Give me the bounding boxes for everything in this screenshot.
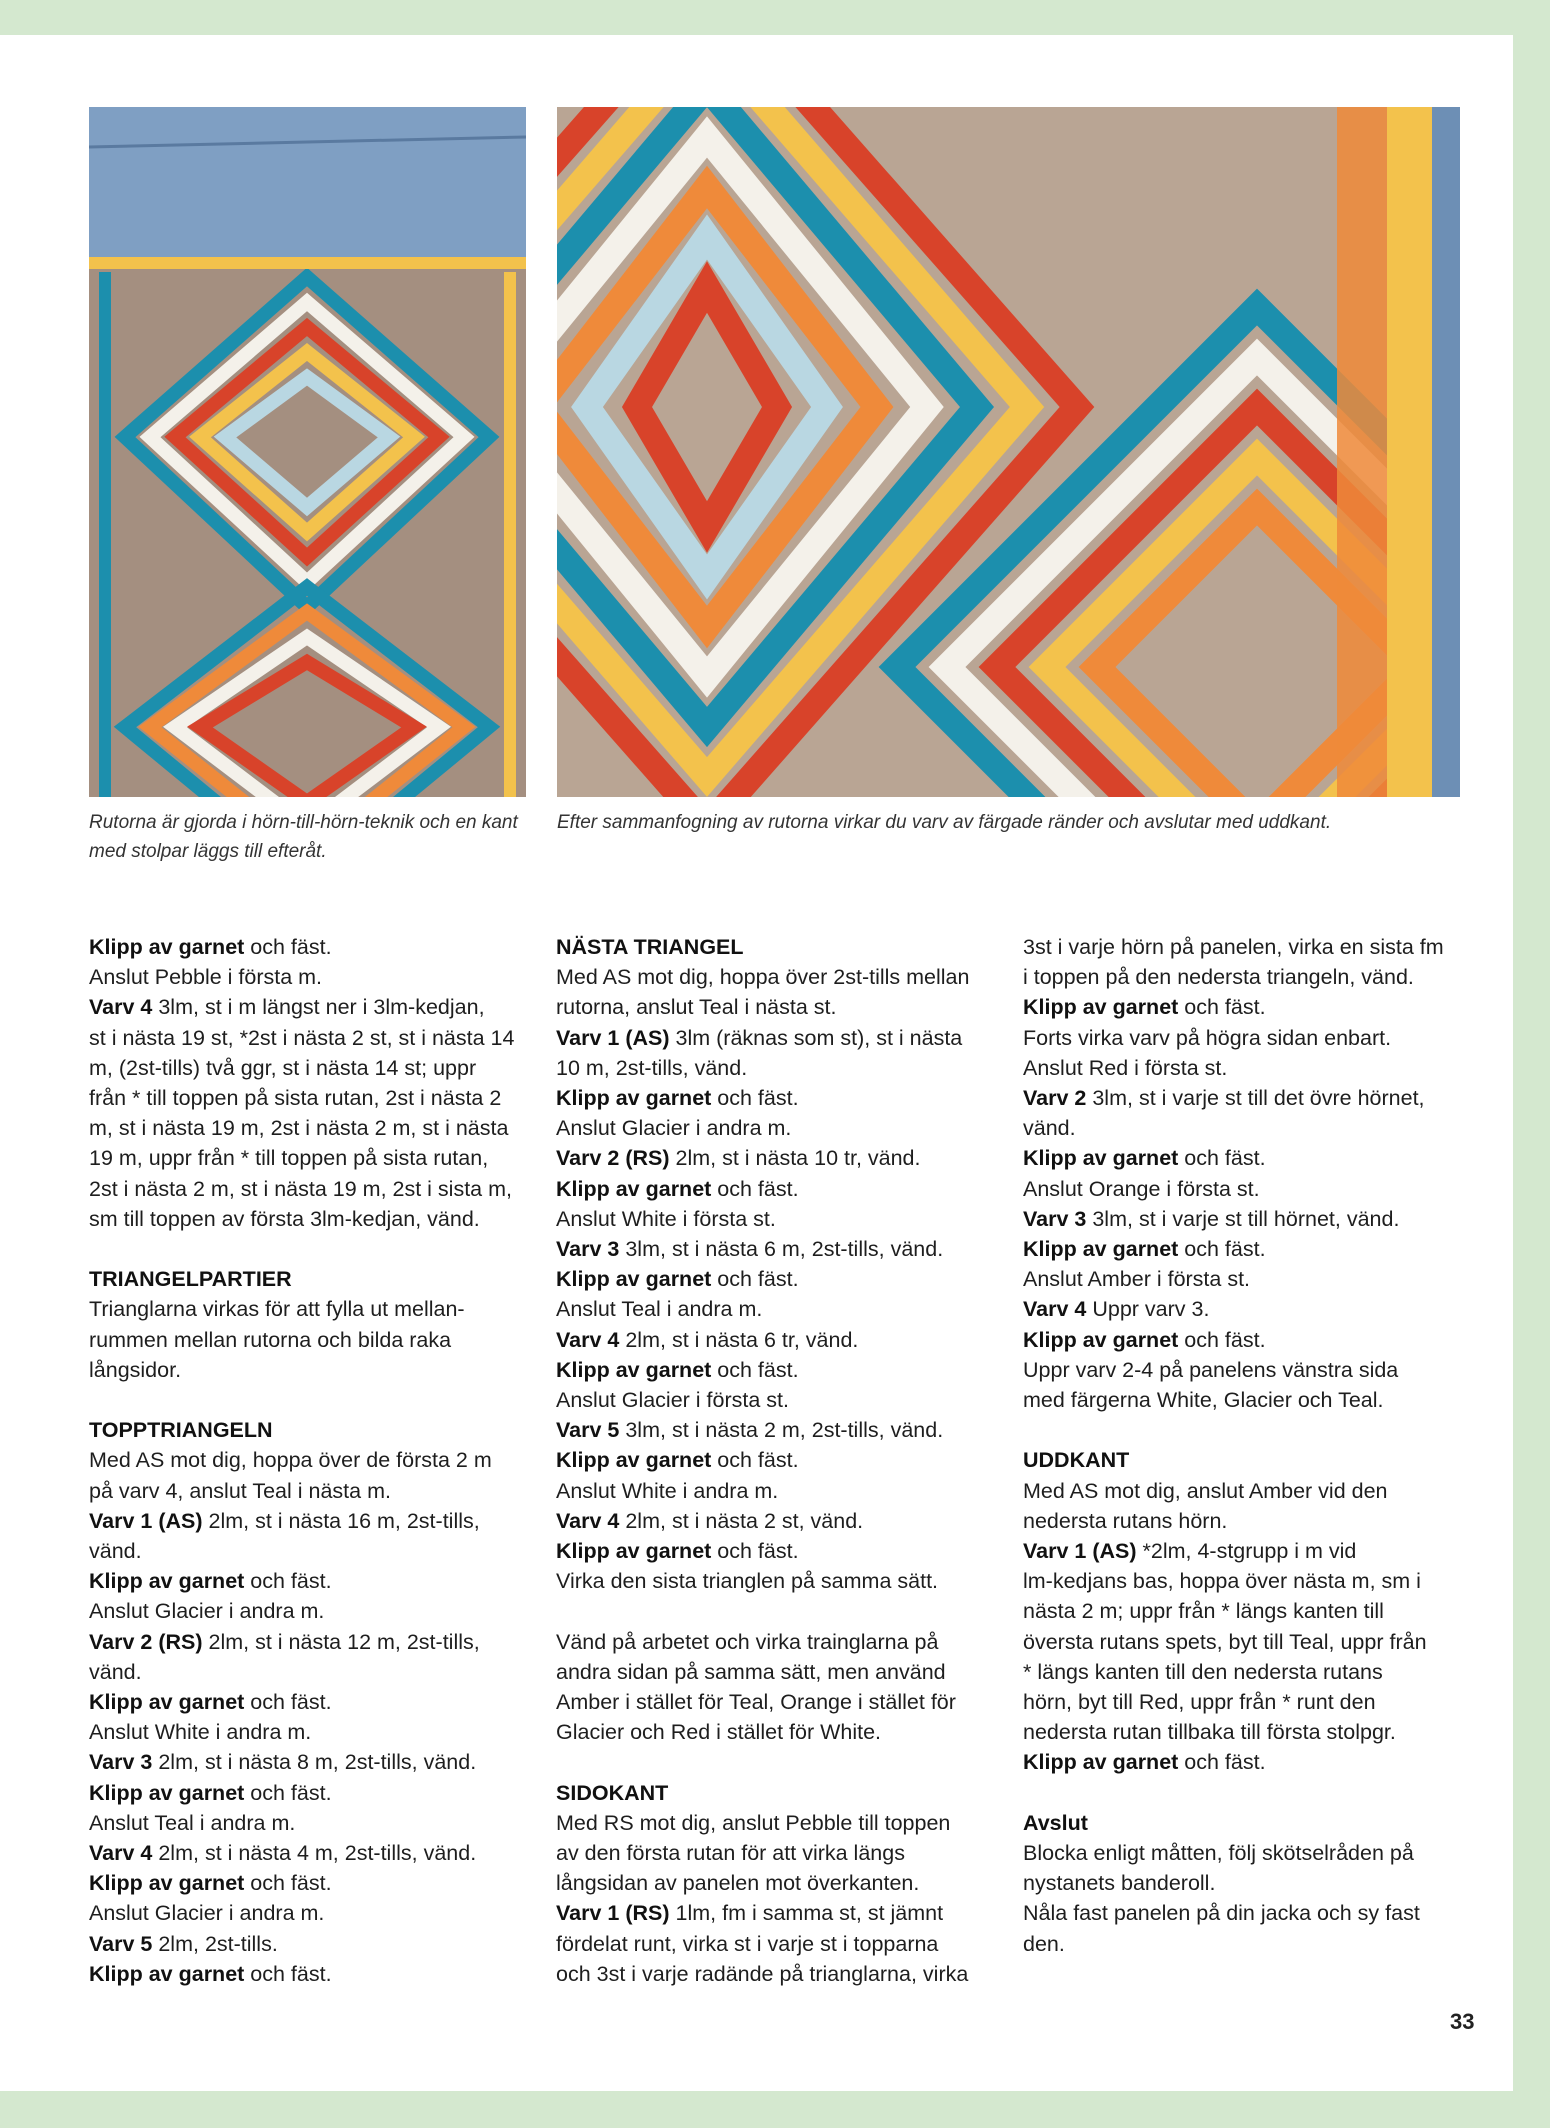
text-run: 2lm, st i nästa 8 m, 2st-tills, vänd. xyxy=(152,1750,477,1775)
text-run: lm-kedjans bas, hoppa över nästa m, sm i xyxy=(1023,1569,1421,1594)
text-line xyxy=(1023,1838,1463,1868)
text-run: Virka den sista trianglen på samma sätt. xyxy=(556,1569,939,1594)
text-line xyxy=(1023,1113,1463,1143)
bold-run: Varv 5 xyxy=(556,1418,620,1443)
text-line xyxy=(1023,1898,1463,1928)
text-line xyxy=(1023,1294,1463,1324)
text-run: Anslut Glacier i första st. xyxy=(556,1388,789,1413)
bold-run: Varv 4 xyxy=(556,1327,620,1352)
text-run: 2lm, st i nästa 12 m, 2st-tills, xyxy=(202,1629,480,1654)
text-line xyxy=(1023,1234,1463,1264)
text-line xyxy=(89,992,529,1022)
bold-run: Klipp av garnet xyxy=(556,1357,712,1382)
text-run: och fäst. xyxy=(1178,1327,1266,1352)
text-run: rutorna, anslut Teal i nästa st. xyxy=(556,995,837,1020)
text-run: från * till toppen på sista rutan, 2st i nästa 2 xyxy=(89,1086,502,1111)
text-line xyxy=(1023,1204,1463,1234)
text-line xyxy=(556,1415,996,1445)
text-line xyxy=(89,1445,529,1475)
text-run: och fäst. xyxy=(244,1961,332,1986)
text-run: och fäst. xyxy=(244,935,332,959)
text-line xyxy=(1023,1264,1463,1294)
text-run: Anslut White i första st. xyxy=(556,1206,776,1231)
text-run: och fäst. xyxy=(711,1448,799,1473)
text-line xyxy=(1023,1747,1463,1777)
text-run: och fäst. xyxy=(711,1086,799,1111)
text-run: 10 m, 2st-tills, vänd. xyxy=(556,1055,748,1080)
text-line xyxy=(556,1143,996,1173)
text-run: Anslut Teal i andra m. xyxy=(89,1810,296,1835)
bold-run: Varv 2 xyxy=(1023,1086,1087,1111)
text-run: fördelat runt, virka st i varje st i topparna xyxy=(556,1931,939,1956)
text-run: *2lm, 4-stgrupp i m vid xyxy=(1136,1539,1357,1564)
text-line xyxy=(556,1234,996,1264)
bold-run: Varv 2 (RS) xyxy=(556,1146,670,1171)
text-run: Uppr varv 2-4 på panelens vänstra sida xyxy=(1023,1357,1399,1382)
text-line xyxy=(89,1657,529,1687)
bold-run: Varv 1 (AS) xyxy=(89,1508,203,1533)
bold-run: Klipp av garnet xyxy=(1023,995,1179,1020)
text-line xyxy=(1023,1566,1463,1596)
text-line xyxy=(89,1143,529,1173)
text-line xyxy=(89,1808,529,1838)
bold-run: Klipp av garnet xyxy=(1023,1327,1179,1352)
text-run: Anslut Pebble i första m. xyxy=(89,965,323,990)
text-line xyxy=(556,1898,996,1928)
text-run: 3lm, st i varje st till hörnet, vänd. xyxy=(1086,1206,1400,1231)
bold-run: Klipp av garnet xyxy=(89,1690,245,1715)
text-line xyxy=(1023,1385,1463,1415)
text-run: 3lm, st i nästa 6 m, 2st-tills, vänd. xyxy=(619,1237,944,1262)
text-run: 2st i nästa 2 m, st i nästa 19 m, 2st i sista m, xyxy=(89,1176,512,1201)
text-line xyxy=(89,1174,529,1204)
text-line xyxy=(1023,1053,1463,1083)
text-line xyxy=(1023,1083,1463,1113)
text-run: Med AS mot dig, anslut Amber vid den xyxy=(1023,1478,1388,1503)
text-run: Anslut Teal i andra m. xyxy=(556,1297,763,1322)
text-line xyxy=(1023,1687,1463,1717)
text-line xyxy=(89,1294,529,1324)
text-run: st i nästa 19 st, *2st i nästa 2 st, st i nästa 14 xyxy=(89,1025,515,1050)
text-line xyxy=(556,1325,996,1355)
bold-run: Varv 3 xyxy=(1023,1206,1087,1231)
text-line xyxy=(1023,1868,1463,1898)
bold-run: Klipp av garnet xyxy=(556,1448,712,1473)
bold-run: Varv 3 xyxy=(556,1237,620,1262)
text-run: Anslut Orange i första st. xyxy=(1023,1176,1260,1201)
text-run: nystanets banderoll. xyxy=(1023,1871,1216,1896)
text-run: rummen mellan rutorna och bilda raka xyxy=(89,1327,452,1352)
text-run: Trianglarna virkas för att fylla ut mellan- xyxy=(89,1297,465,1322)
text-line xyxy=(556,1083,996,1113)
text-run: Amber i stället för Teal, Orange i stället för xyxy=(556,1690,956,1715)
text-line xyxy=(89,1959,529,1989)
text-line xyxy=(556,1657,996,1687)
text-line xyxy=(556,1506,996,1536)
text-line xyxy=(1023,1355,1463,1385)
text-line xyxy=(556,1445,996,1475)
text-run: nästa 2 m; uppr från * längs kanten till xyxy=(1023,1599,1384,1624)
text-run: 19 m, uppr från * till toppen på sista rutan, xyxy=(89,1146,489,1171)
text-line xyxy=(1023,932,1463,962)
text-line xyxy=(1023,1506,1463,1536)
bold-run: Varv 1 (AS) xyxy=(1023,1539,1137,1564)
text-run: Forts virka varv på högra sidan enbart. xyxy=(1023,1025,1392,1050)
text-run: Nåla fast panelen på din jacka och sy fast xyxy=(1023,1901,1420,1926)
text-run: och fäst. xyxy=(1178,1237,1266,1262)
text-run: Anslut Glacier i andra m. xyxy=(556,1116,792,1141)
text-run: Blocka enligt måtten, följ skötselråden på xyxy=(1023,1841,1414,1866)
text-run: 3st i varje hörn på panelen, virka en sista fm xyxy=(1023,935,1444,959)
text-line xyxy=(556,1053,996,1083)
text-run: sm till toppen av första 3lm-kedjan, vänd. xyxy=(89,1206,480,1231)
text-line xyxy=(89,1023,529,1053)
text-line xyxy=(556,1204,996,1234)
text-line xyxy=(89,1929,529,1959)
bold-run: Klipp av garnet xyxy=(556,1176,712,1201)
text-run: och 3st i varje radände på trianglarna, virka xyxy=(556,1961,969,1986)
text-line xyxy=(556,1566,996,1596)
section-heading: UDDKANT xyxy=(1023,1448,1130,1473)
text-line xyxy=(89,1506,529,1536)
text-line xyxy=(556,1536,996,1566)
text-run: Anslut Amber i första st. xyxy=(1023,1267,1251,1292)
bold-run: Varv 5 xyxy=(89,1931,153,1956)
text-line xyxy=(556,1868,996,1898)
text-run: i toppen på den nedersta triangeln, vänd. xyxy=(1023,965,1414,990)
bold-run: Klipp av garnet xyxy=(556,1086,712,1111)
text-line xyxy=(1023,1596,1463,1626)
bold-run: Klipp av garnet xyxy=(1023,1750,1179,1775)
bold-run: Klipp av garnet xyxy=(1023,1146,1179,1171)
text-run: m, st i nästa 19 m, 2st i nästa 2 m, st i nästa xyxy=(89,1116,509,1141)
text-column-1 xyxy=(89,932,529,1989)
text-line xyxy=(89,1053,529,1083)
text-line xyxy=(1023,992,1463,1022)
text-line xyxy=(1023,1536,1463,1566)
text-line xyxy=(556,962,996,992)
text-line xyxy=(89,1747,529,1777)
text-run: 2lm, st i nästa 4 m, 2st-tills, vänd. xyxy=(152,1841,477,1866)
text-line xyxy=(89,1536,529,1566)
paragraph-gap xyxy=(89,1385,529,1415)
text-line xyxy=(89,1204,529,1234)
section-heading: SIDOKANT xyxy=(556,1780,669,1805)
crochet-panel-photo-right xyxy=(557,107,1460,797)
text-run: översta rutans spets, byt till Teal, uppr från xyxy=(1023,1629,1427,1654)
text-line xyxy=(1023,1174,1463,1204)
text-line xyxy=(89,1083,529,1113)
section-heading: NÄSTA TRIANGEL xyxy=(556,935,744,959)
bold-run: Klipp av garnet xyxy=(89,1569,245,1594)
text-run: 2lm, 2st-tills. xyxy=(152,1931,278,1956)
text-run: 2lm, st i nästa 6 tr, vänd. xyxy=(619,1327,859,1352)
text-run: Anslut Glacier i andra m. xyxy=(89,1901,325,1926)
text-run: långsidan av panelen mot överkanten. xyxy=(556,1871,920,1896)
text-line xyxy=(89,932,529,962)
text-line xyxy=(89,1687,529,1717)
text-run: Anslut Glacier i andra m. xyxy=(89,1599,325,1624)
text-column-3 xyxy=(1023,932,1463,1959)
text-run: 3lm, st i varje st till det övre hörnet, xyxy=(1086,1086,1425,1111)
bold-run: Varv 4 xyxy=(89,995,153,1020)
text-run: Uppr varv 3. xyxy=(1086,1297,1210,1322)
text-line xyxy=(556,1687,996,1717)
bold-run: Varv 1 (AS) xyxy=(556,1025,670,1050)
caption-right: Efter sammanfogning av rutorna virkar du varv av färgade ränder och avslutar med uddkant. xyxy=(557,812,1332,833)
text-line xyxy=(1023,1143,1463,1173)
text-run: och fäst. xyxy=(711,1176,799,1201)
crochet-panel-photo-left xyxy=(89,107,526,797)
text-run: Med AS mot dig, hoppa över 2st-tills mellan xyxy=(556,965,970,990)
paragraph-gap xyxy=(556,1747,996,1777)
text-run: hörn, byt till Red, uppr från * runt den xyxy=(1023,1690,1376,1715)
text-line xyxy=(89,1838,529,1868)
text-run: Anslut White i andra m. xyxy=(89,1720,312,1745)
text-line xyxy=(89,1596,529,1626)
text-run: 2lm, st i nästa 16 m, 2st-tills, xyxy=(202,1508,480,1533)
text-run: vänd. xyxy=(89,1539,142,1564)
bold-run: Klipp av garnet xyxy=(89,1871,245,1896)
text-line xyxy=(556,1627,996,1657)
text-column-2 xyxy=(556,932,996,1989)
text-line xyxy=(556,1355,996,1385)
text-run: den. xyxy=(1023,1931,1065,1956)
text-line xyxy=(556,1959,996,1989)
paragraph-gap xyxy=(89,1234,529,1264)
text-line xyxy=(89,1113,529,1143)
text-line xyxy=(556,1929,996,1959)
text-line xyxy=(1023,1023,1463,1053)
text-line xyxy=(89,1868,529,1898)
text-run: Anslut Red i första st. xyxy=(1023,1055,1228,1080)
text-line xyxy=(89,962,529,992)
text-run: vänd. xyxy=(1023,1116,1076,1141)
text-line xyxy=(89,1355,529,1385)
text-run: m, (2st-tills) två ggr, st i nästa 14 st; uppr xyxy=(89,1055,477,1080)
bold-run: Klipp av garnet xyxy=(89,1961,245,1986)
text-line xyxy=(1023,1476,1463,1506)
text-run: Glacier och Red i stället för White. xyxy=(556,1720,882,1745)
text-run: 2lm, st i nästa 2 st, vänd. xyxy=(619,1508,864,1533)
bold-run: Varv 4 xyxy=(1023,1297,1087,1322)
text-line xyxy=(556,1113,996,1143)
text-line xyxy=(556,1174,996,1204)
text-run: och fäst. xyxy=(244,1690,332,1715)
text-run: av den första rutan för att virka längs xyxy=(556,1841,905,1866)
text-run: nedersta rutan tillbaka till första stolpgr. xyxy=(1023,1720,1396,1745)
text-line xyxy=(89,1627,529,1657)
text-line xyxy=(89,1325,529,1355)
text-line xyxy=(89,1476,529,1506)
text-line xyxy=(556,1023,996,1053)
text-line xyxy=(556,1838,996,1868)
text-run: Anslut White i andra m. xyxy=(556,1478,779,1503)
text-line xyxy=(556,1808,996,1838)
bold-run: Varv 2 (RS) xyxy=(89,1629,203,1654)
section-heading: TRIANGELPARTIER xyxy=(89,1267,292,1292)
text-line xyxy=(1023,1717,1463,1747)
text-run: nedersta rutans hörn. xyxy=(1023,1508,1228,1533)
text-line xyxy=(89,1898,529,1928)
bold-run: Klipp av garnet xyxy=(1023,1237,1179,1262)
text-line xyxy=(89,1566,529,1596)
bold-run: Varv 4 xyxy=(556,1508,620,1533)
text-run: och fäst. xyxy=(1178,1146,1266,1171)
caption-left: Rutorna är gjorda i hörn-till-hörn-teknik och en kant med stolpar läggs till efteråt. xyxy=(89,812,518,862)
text-line xyxy=(1023,962,1463,992)
text-line xyxy=(556,1294,996,1324)
paragraph-gap xyxy=(1023,1778,1463,1808)
text-line xyxy=(1023,1627,1463,1657)
text-run: Med RS mot dig, anslut Pebble till toppen xyxy=(556,1810,951,1835)
text-line xyxy=(556,1717,996,1747)
text-line xyxy=(556,1476,996,1506)
page-number: 33 xyxy=(1450,2009,1475,2034)
section-heading: Avslut xyxy=(1023,1810,1088,1835)
text-run: Med AS mot dig, hoppa över de första 2 m xyxy=(89,1448,492,1473)
text-line xyxy=(556,1385,996,1415)
paragraph-gap xyxy=(1023,1415,1463,1445)
text-run: långsidor. xyxy=(89,1357,182,1382)
bold-run: Klipp av garnet xyxy=(556,1267,712,1292)
bold-run: Klipp av garnet xyxy=(89,1780,245,1805)
text-run: 3lm, st i nästa 2 m, 2st-tills, vänd. xyxy=(619,1418,944,1443)
text-run: 3lm, st i m längst ner i 3lm-kedjan, xyxy=(152,995,485,1020)
text-line xyxy=(1023,1657,1463,1687)
text-run: 1lm, fm i samma st, st jämnt xyxy=(669,1901,944,1926)
bold-run: Klipp av garnet xyxy=(89,935,245,959)
text-run: vänd. xyxy=(89,1659,142,1684)
text-run: och fäst. xyxy=(1178,995,1266,1020)
text-line xyxy=(556,992,996,1022)
section-heading: TOPPTRIANGELN xyxy=(89,1418,273,1443)
text-run: på varv 4, anslut Teal i nästa m. xyxy=(89,1478,391,1503)
text-run: andra sidan på samma sätt, men använd xyxy=(556,1659,946,1684)
paragraph-gap xyxy=(556,1596,996,1626)
text-line xyxy=(89,1778,529,1808)
text-run: Vänd på arbetet och virka trainglarna på xyxy=(556,1629,939,1654)
text-line xyxy=(89,1717,529,1747)
text-line xyxy=(1023,1325,1463,1355)
text-run: och fäst. xyxy=(711,1267,799,1292)
text-run: och fäst. xyxy=(711,1539,799,1564)
bold-run: Klipp av garnet xyxy=(556,1539,712,1564)
text-run: 2lm, st i nästa 10 tr, vänd. xyxy=(669,1146,921,1171)
text-run: och fäst. xyxy=(711,1357,799,1382)
text-run: 3lm (räknas som st), st i nästa xyxy=(669,1025,963,1050)
text-line xyxy=(1023,1929,1463,1959)
text-run: och fäst. xyxy=(244,1569,332,1594)
text-run: och fäst. xyxy=(244,1871,332,1896)
text-run: * längs kanten till den nedersta rutans xyxy=(1023,1659,1383,1684)
bold-run: Varv 1 (RS) xyxy=(556,1901,670,1926)
text-line xyxy=(556,1264,996,1294)
bold-run: Varv 4 xyxy=(89,1841,153,1866)
text-run: med färgerna White, Glacier och Teal. xyxy=(1023,1388,1384,1413)
bold-run: Varv 3 xyxy=(89,1750,153,1775)
text-run: och fäst. xyxy=(1178,1750,1266,1775)
text-run: och fäst. xyxy=(244,1780,332,1805)
